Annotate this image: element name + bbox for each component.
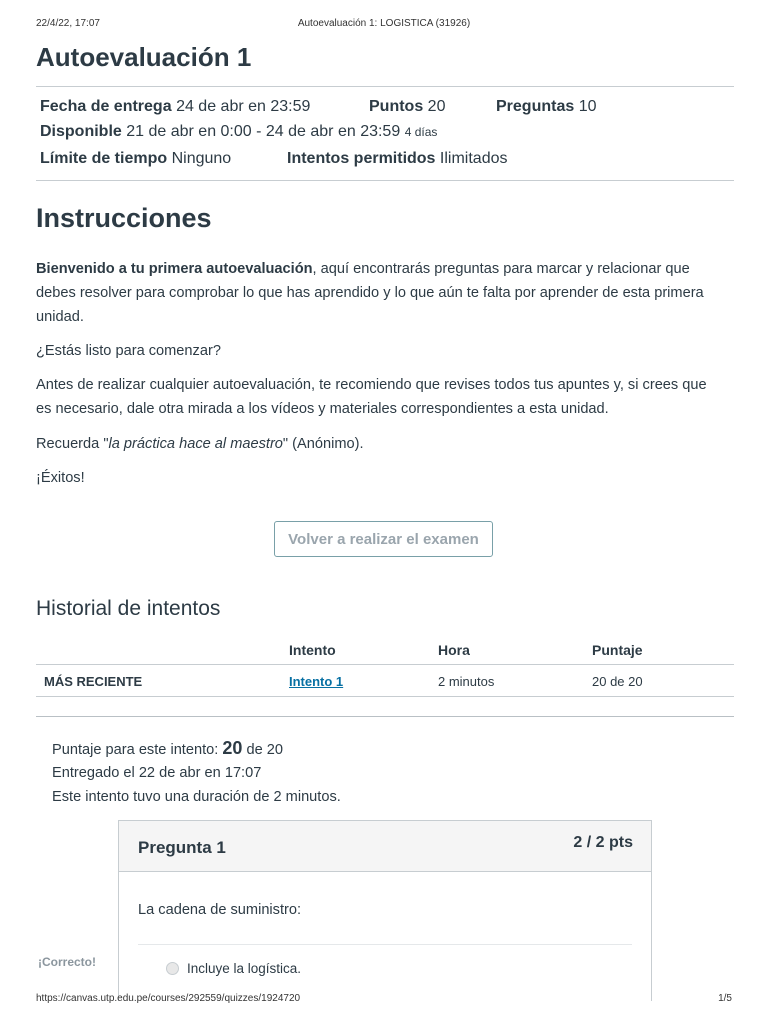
allowed-attempts <box>287 150 507 168</box>
attempt-history-heading: Historial de intentos <box>36 597 221 620</box>
table-divider <box>36 664 734 665</box>
time-limit-label: Límite de tiempo <box>40 150 168 167</box>
correct-answer-label: ¡Correcto! <box>38 955 97 969</box>
print-datetime: 22/4/22, 17:07 <box>36 18 100 29</box>
available-value: 21 de abr en 0:00 - 24 de abr en 23:59 <box>126 123 401 140</box>
most-recent-label: MÁS RECIENTE <box>44 674 143 689</box>
attempt-score: 20 de 20 <box>592 674 643 689</box>
instructions-paragraph-4 <box>36 432 736 456</box>
attempts-value: Ilimitados <box>439 150 508 167</box>
p4-prefix: Recuerda " <box>36 436 109 452</box>
questions-label: Preguntas <box>496 98 575 115</box>
column-header-attempt: Intento <box>289 642 336 658</box>
p3-line1: Antes de realizar cualquier autoevaluación, te recomiendo que revises todos tus apuntes y, si crees que <box>36 377 707 393</box>
quote-text: la práctica hace al maestro <box>108 436 283 452</box>
question-card <box>118 820 652 1001</box>
instructions-paragraph-3 <box>36 373 736 421</box>
column-header-time: Hora <box>438 642 470 658</box>
due-date <box>40 98 310 116</box>
divider <box>36 86 734 87</box>
question-points: 2 / 2 pts <box>573 834 633 851</box>
time-limit-value: Ninguno <box>171 150 232 167</box>
print-page-title: Autoevaluación 1: LOGISTICA (31926) <box>297 18 471 29</box>
instructions-paragraph-1 <box>36 257 736 329</box>
print-url: https://canvas.utp.edu.pe/courses/292559/quizzes/1924720 <box>36 993 301 1004</box>
score-label: Puntaje para este intento: <box>52 742 219 758</box>
retake-quiz-button[interactable]: Volver a realizar el examen <box>274 521 493 557</box>
attempt-score-summary <box>52 738 283 759</box>
points-value: 20 <box>427 98 446 115</box>
question-title: Pregunta 1 <box>138 838 226 857</box>
print-page-number: 1/5 <box>718 993 732 1004</box>
attempt-1-link[interactable]: Intento 1 <box>289 674 344 689</box>
instructions-heading: Instrucciones <box>36 203 212 233</box>
attempts-label: Intentos permitidos <box>287 150 436 167</box>
divider <box>36 716 734 717</box>
p1-line2: debes resolver para comprobar lo que has aprendido y lo que aún te falta por aprender de esta primera <box>36 285 704 301</box>
instructions-paragraph-5: ¡Éxitos! <box>36 470 85 486</box>
due-value: 24 de abr en 23:59 <box>176 98 311 115</box>
divider <box>36 180 734 181</box>
instructions-paragraph-2: ¿Estás listo para comenzar? <box>36 343 221 359</box>
p3-line2: es necesario, dale otra mirada a los vídeos y materiales correspondientes a esta unidad. <box>36 401 609 417</box>
answer-divider <box>138 944 632 945</box>
column-header-score: Puntaje <box>592 642 643 658</box>
question-header <box>119 821 651 872</box>
points-label: Puntos <box>369 98 424 115</box>
table-divider <box>36 696 734 697</box>
question-text: La cadena de suministro: <box>138 902 302 918</box>
attempt-duration: Este intento tuvo una duración de 2 minutos. <box>52 789 341 805</box>
quiz-title: Autoevaluación 1 <box>36 42 252 72</box>
attempt-time: 2 minutos <box>438 674 495 689</box>
questions-value: 10 <box>578 98 597 115</box>
time-limit <box>40 150 231 168</box>
p4-suffix: " (Anónimo). <box>282 436 364 452</box>
available-label: Disponible <box>40 123 122 140</box>
questions <box>496 98 597 116</box>
answer-radio[interactable] <box>166 962 179 975</box>
score-total: de 20 <box>246 742 284 758</box>
score-value: 20 <box>222 738 243 758</box>
available-days: 4 días <box>404 125 438 139</box>
points <box>369 98 445 116</box>
p1-line3: unidad. <box>36 309 84 325</box>
answer-text: Incluye la logística. <box>187 961 302 976</box>
welcome-text: Bienvenido a tu primera autoevaluación <box>36 261 313 277</box>
submitted-at: Entregado el 22 de abr en 17:07 <box>52 765 262 781</box>
p1-line1: , aquí encontrarás preguntas para marcar y relacionar que <box>312 261 690 277</box>
due-label: Fecha de entrega <box>40 98 172 115</box>
availability <box>40 123 437 141</box>
